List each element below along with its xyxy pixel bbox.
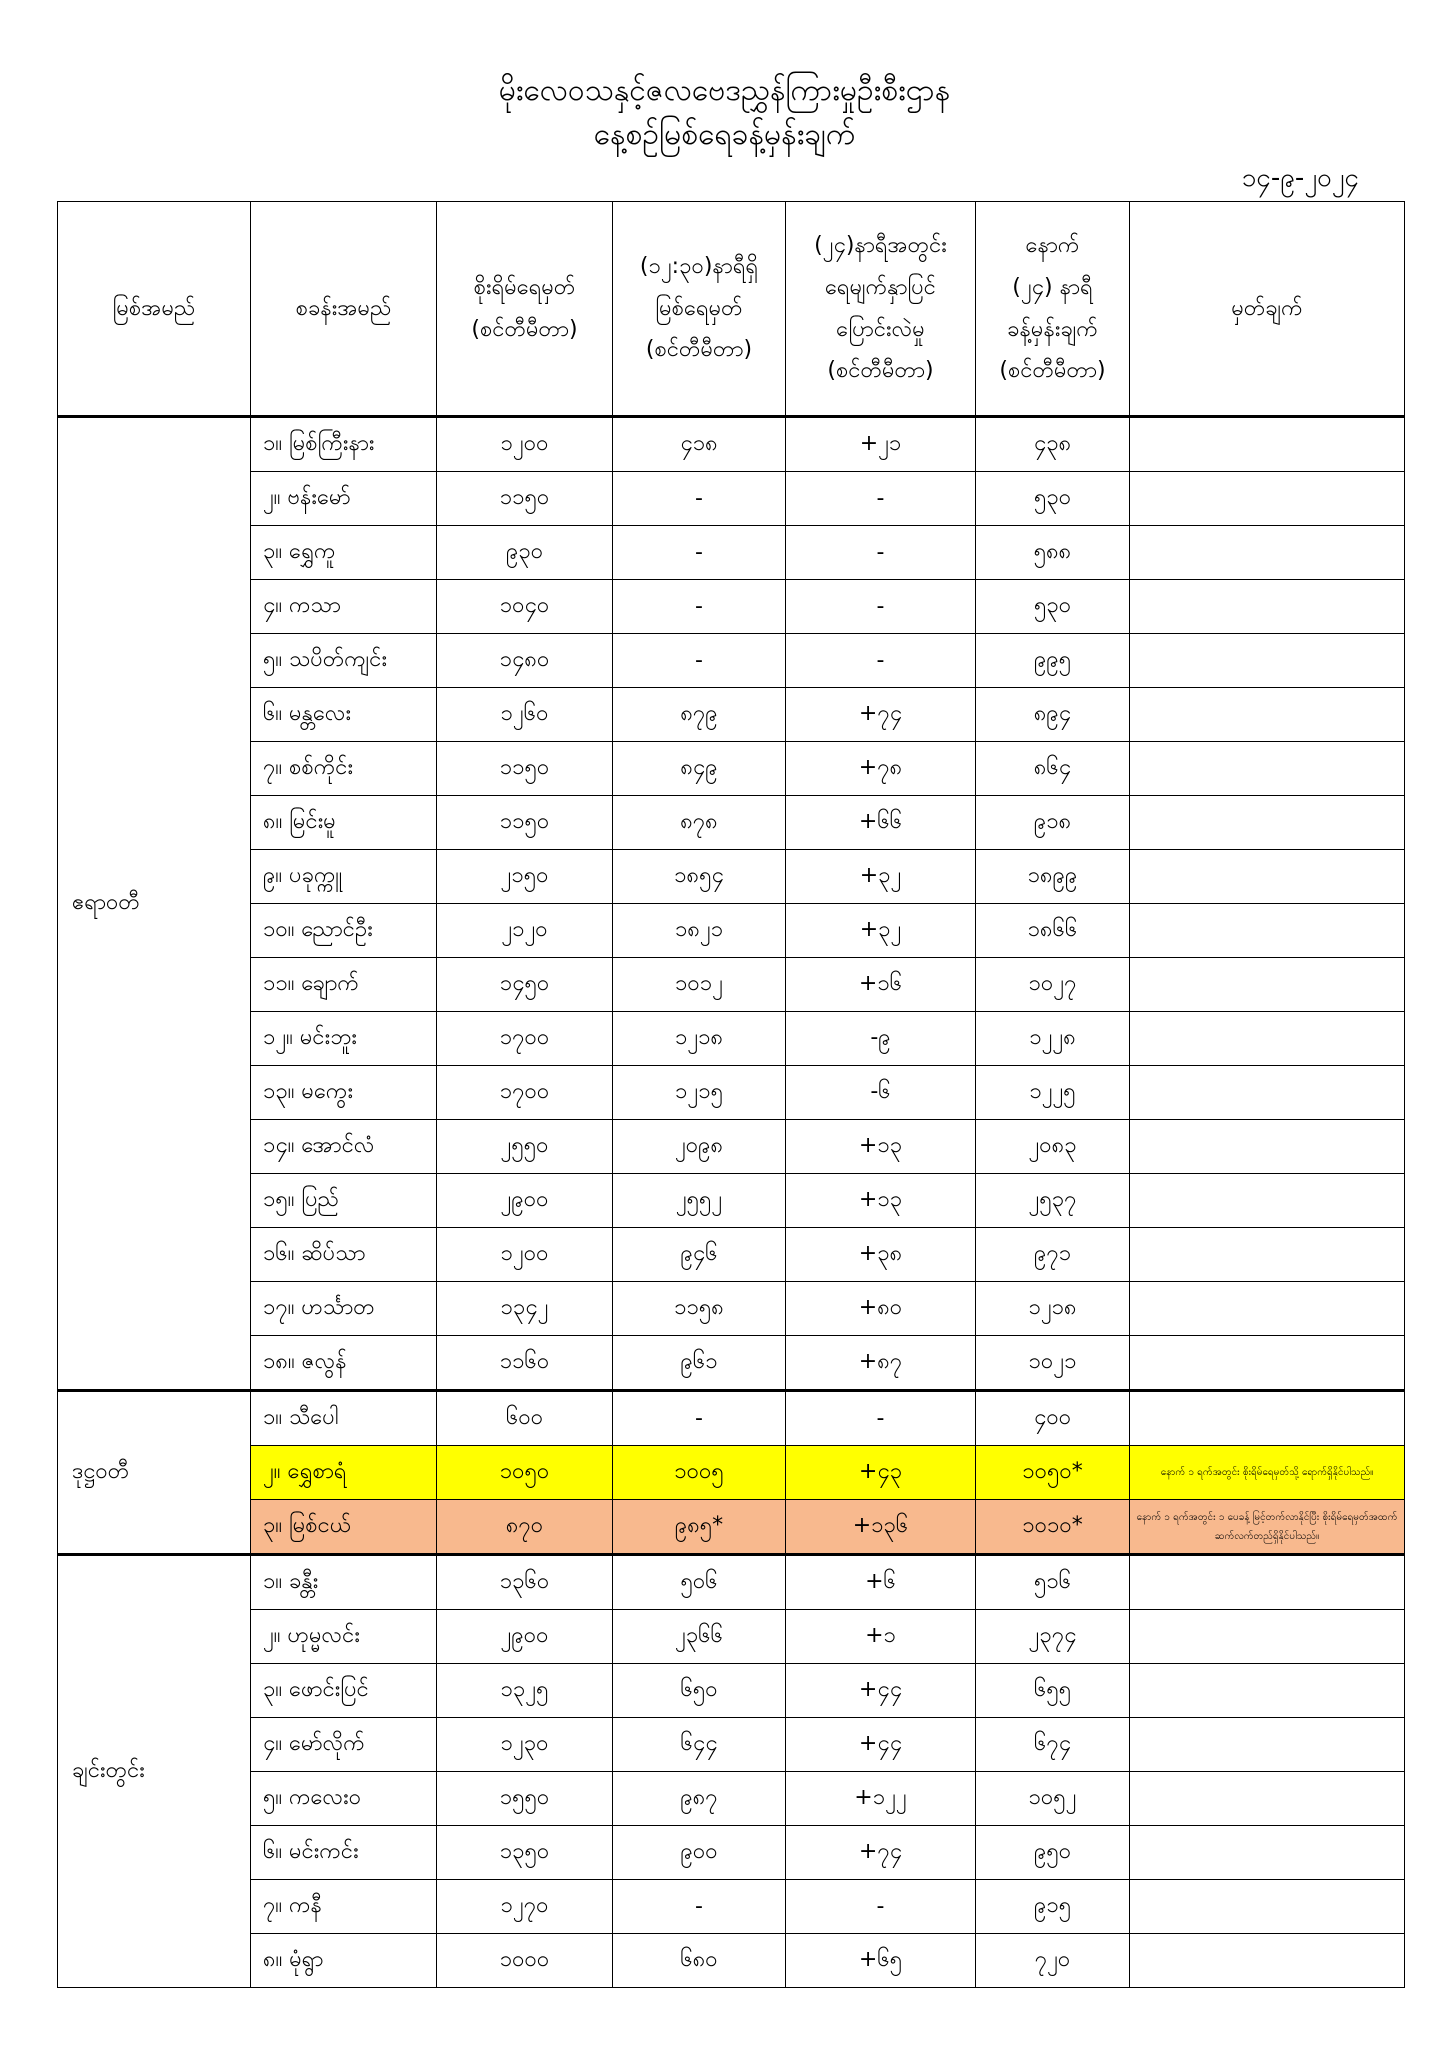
change-24h: +၃၂ (786, 850, 976, 904)
station-name: ၁၈။ ဇလွန် (251, 1336, 437, 1391)
change-24h: +၁၆ (786, 958, 976, 1012)
forecast-level: ၅၃၀ (976, 472, 1130, 526)
current-level: ၁၂၁၅ (613, 1066, 786, 1120)
forecast-level: ၉၁၅ (976, 1880, 1130, 1934)
table-row (58, 958, 1405, 1012)
change-24h: +၇၄ (786, 688, 976, 742)
river-name: ဧရာဝတီ (58, 417, 251, 1391)
current-level: ၁၈၂၁ (613, 904, 786, 958)
station-name: ၁၃။ မကွေး (251, 1066, 437, 1120)
danger-level: ၉၃၀ (437, 526, 613, 580)
current-level: ၆၈၀ (613, 1934, 786, 1988)
remarks (1130, 688, 1405, 742)
change-24h: -၉ (786, 1012, 976, 1066)
danger-level: ၁၃၂၅ (437, 1664, 613, 1718)
station-name: ၁၀။ ညောင်ဦး (251, 904, 437, 958)
table-row (58, 1282, 1405, 1336)
station-name: ၁။ ခန္တီး (251, 1555, 437, 1610)
station-name: ၅။ ကလေးဝ (251, 1772, 437, 1826)
current-level: ၄၁၈ (613, 417, 786, 472)
station-name: ၆။ မန္တလေး (251, 688, 437, 742)
current-level: - (613, 472, 786, 526)
danger-level: ၁၁၅၀ (437, 742, 613, 796)
station-name: ၁၅။ ပြည် (251, 1174, 437, 1228)
station-name: ၁၇။ ဟင်္သာတ (251, 1282, 437, 1336)
forecast-level: ၈၆၄ (976, 742, 1130, 796)
current-level: ၁၈၅၄ (613, 850, 786, 904)
remarks (1130, 472, 1405, 526)
current-level: ၈၄၉ (613, 742, 786, 796)
table-row (58, 850, 1405, 904)
forecast-level: ၄၀၀ (976, 1391, 1130, 1446)
current-level: ၁၂၁၈ (613, 1012, 786, 1066)
remarks (1130, 1826, 1405, 1880)
danger-level: ၁၀၄၀ (437, 580, 613, 634)
forecast-level: ၇၂၀ (976, 1934, 1130, 1988)
forecast-level: ၁၀၂၇ (976, 958, 1130, 1012)
header-remarks: မှတ်ချက် (1130, 202, 1405, 417)
change-24h: +၆၆ (786, 796, 976, 850)
forecast-level: ၆၅၅ (976, 1664, 1130, 1718)
table-row (58, 1336, 1405, 1391)
remarks (1130, 580, 1405, 634)
change-24h: +၃၈ (786, 1228, 976, 1282)
forecast-level: ၁၀၂၁ (976, 1336, 1130, 1391)
station-name: ၇။ ကနီ (251, 1880, 437, 1934)
remarks (1130, 1772, 1405, 1826)
remarks: နောက် ၁ ရက်အတွင်း စိုးရိမ်ရေမှတ်သို့ ရောက်ရှိနိုင်ပါသည်။ (1130, 1446, 1405, 1500)
change-24h: +၄၄ (786, 1718, 976, 1772)
danger-level: ၁၃၄၂ (437, 1282, 613, 1336)
station-name: ၁၄။ အောင်လံ (251, 1120, 437, 1174)
change-24h: +၆ (786, 1555, 976, 1610)
danger-level: ၁၇၀၀ (437, 1066, 613, 1120)
danger-level: ၆၀၀ (437, 1391, 613, 1446)
change-24h: - (786, 580, 976, 634)
forecast-level: ၂၃၇၄ (976, 1610, 1130, 1664)
station-name: ၈။ မြင်းမူ (251, 796, 437, 850)
table-row (58, 904, 1405, 958)
forecast-level: ၄၃၈ (976, 417, 1130, 472)
river-name: ဒုဋ္ဌဝတီ (58, 1391, 251, 1555)
change-24h: +၈၀ (786, 1282, 976, 1336)
danger-level: ၁၂၀၀ (437, 1228, 613, 1282)
change-24h: +၁၂၂ (786, 1772, 976, 1826)
remarks (1130, 526, 1405, 580)
station-name: ၅။ သပိတ်ကျင်း (251, 634, 437, 688)
table-row (58, 634, 1405, 688)
forecast-level: ၁၀၁၀* (976, 1500, 1130, 1555)
table-row (58, 1066, 1405, 1120)
table-row (58, 1880, 1405, 1934)
remarks (1130, 1174, 1405, 1228)
current-level: ၆၄၄ (613, 1718, 786, 1772)
table-row (58, 580, 1405, 634)
forecast-level: ၁၂၂၅ (976, 1066, 1130, 1120)
forecast-level: ၉၅၀ (976, 1826, 1130, 1880)
change-24h: +၇၈ (786, 742, 976, 796)
change-24h: +၇၄ (786, 1826, 976, 1880)
current-level: ၈၇၈ (613, 796, 786, 850)
change-24h: - (786, 472, 976, 526)
table-row (58, 1772, 1405, 1826)
remarks (1130, 417, 1405, 472)
table-row (58, 1391, 1405, 1446)
danger-level: ၁၃၅၀ (437, 1826, 613, 1880)
station-name: ၁။ သီပေါ (251, 1391, 437, 1446)
remarks (1130, 850, 1405, 904)
station-name: ၃။ ရွှေကူ (251, 526, 437, 580)
current-level: ၂၃၆၆ (613, 1610, 786, 1664)
change-24h: +၄၃ (786, 1446, 976, 1500)
table-row (58, 1446, 1405, 1500)
danger-level: ၂၁၂၀ (437, 904, 613, 958)
header-row (58, 202, 1405, 417)
current-level: ၉၄၆ (613, 1228, 786, 1282)
report-title: နေ့စဉ်မြစ်ရေခန့်မှန်းချက် (593, 117, 856, 152)
report-date: ၁၄-၉-၂၀၂၄ (1241, 163, 1359, 193)
station-name: ၁။ မြစ်ကြီးနား (251, 417, 437, 472)
danger-level: ၁၄၈၀ (437, 634, 613, 688)
change-24h: - (786, 634, 976, 688)
change-24h: +၃၂ (786, 904, 976, 958)
danger-level: ၁၂၃၀ (437, 1718, 613, 1772)
station-name: ၇။ စစ်ကိုင်း (251, 742, 437, 796)
danger-level: ၁၂၀၀ (437, 417, 613, 472)
forecast-level: ၅၁၆ (976, 1555, 1130, 1610)
forecast-level: ၂၀၈၃ (976, 1120, 1130, 1174)
forecast-level: ၂၅၃၇ (976, 1174, 1130, 1228)
current-level: - (613, 580, 786, 634)
station-name: ၂။ ရွှေစာရံ (251, 1446, 437, 1500)
current-level: - (613, 634, 786, 688)
change-24h: +၈၇ (786, 1336, 976, 1391)
remarks (1130, 1664, 1405, 1718)
station-name: ၈။ မုံရွာ (251, 1934, 437, 1988)
current-level: - (613, 526, 786, 580)
table-row (58, 1610, 1405, 1664)
current-level: ၉၆၁ (613, 1336, 786, 1391)
change-24h: +၁၃၆ (786, 1500, 976, 1555)
remarks (1130, 1934, 1405, 1988)
remarks (1130, 1718, 1405, 1772)
forecast-level: ၁၈၉၉ (976, 850, 1130, 904)
station-name: ၄။ ကသာ (251, 580, 437, 634)
header-river: မြစ်အမည် (58, 202, 251, 417)
change-24h: +၁၃ (786, 1120, 976, 1174)
remarks (1130, 1012, 1405, 1066)
table-row (58, 1555, 1405, 1610)
forecast-level: ၁၂၁၈ (976, 1282, 1130, 1336)
department-title: မိုးလေဝသနှင့်ဇလဗေဒညွှန်ကြားမှုဦးစီးဌာန (498, 73, 951, 108)
danger-level: ၁၃၆၀ (437, 1555, 613, 1610)
current-level: ၉၈၅* (613, 1500, 786, 1555)
forecast-level: ၅၃၀ (976, 580, 1130, 634)
current-level: ၉၈၇ (613, 1772, 786, 1826)
header-24h-change: (၂၄)နာရီအတွင်း ရေမျက်နှာပြင် ပြောင်းလဲမှု (စင်တီမီတာ) (786, 202, 976, 417)
forecast-level: ၉၇၁ (976, 1228, 1130, 1282)
remarks: နောက် ၁ ရက်အတွင်း ၁ ပေခန့် မြင့်တက်လာနိုင်ပြီး စိုးရိမ်ရေမှတ်အထက် ဆက်လက်တည်ရှိနိုင်ပါသည်။ (1130, 1500, 1405, 1555)
table-row (58, 472, 1405, 526)
current-level: ၆၅၀ (613, 1664, 786, 1718)
table-row (58, 417, 1405, 472)
change-24h: +၄၄ (786, 1664, 976, 1718)
table-row (58, 1120, 1405, 1174)
current-level: ၈၇၉ (613, 688, 786, 742)
remarks (1130, 1066, 1405, 1120)
danger-level: ၁၀၀၀ (437, 1934, 613, 1988)
table-row (58, 1228, 1405, 1282)
header-danger-level: စိုးရိမ်ရေမှတ် (စင်တီမီတာ) (437, 202, 613, 417)
current-level: ၂၅၅၂ (613, 1174, 786, 1228)
table-row (58, 1934, 1405, 1988)
forecast-level: ၉၉၅ (976, 634, 1130, 688)
remarks (1130, 1336, 1405, 1391)
forecast-level: ၅၈၈ (976, 526, 1130, 580)
table-row (58, 742, 1405, 796)
header-forecast: နောက် (၂၄) နာရီ ခန့်မှန်းချက် (စင်တီမီတာ) (976, 202, 1130, 417)
danger-level: ၁၀၅၀ (437, 1446, 613, 1500)
table-row (58, 688, 1405, 742)
remarks (1130, 1880, 1405, 1934)
table-row (58, 1012, 1405, 1066)
danger-level: ၁၁၅၀ (437, 472, 613, 526)
change-24h: - (786, 1391, 976, 1446)
forecast-level: ၁၀၅၂ (976, 1772, 1130, 1826)
change-24h: +၆၅ (786, 1934, 976, 1988)
remarks (1130, 634, 1405, 688)
current-level: ၉၀၀ (613, 1826, 786, 1880)
station-name: ၄။ မော်လိုက် (251, 1718, 437, 1772)
remarks (1130, 958, 1405, 1012)
forecast-level: ၁၈၆၆ (976, 904, 1130, 958)
current-level: ၁၀၁၂ (613, 958, 786, 1012)
danger-level: ၂၉၀၀ (437, 1174, 613, 1228)
change-24h: - (786, 526, 976, 580)
river-forecast-table (57, 201, 1405, 1988)
table-row (58, 1664, 1405, 1718)
station-name: ၃။ မြစ်ငယ် (251, 1500, 437, 1555)
remarks (1130, 904, 1405, 958)
remarks (1130, 1610, 1405, 1664)
change-24h: -၆ (786, 1066, 976, 1120)
station-name: ၂။ ဟုမ္မလင်း (251, 1610, 437, 1664)
current-level: ၁၁၅၈ (613, 1282, 786, 1336)
forecast-level: ၁၀၅၀* (976, 1446, 1130, 1500)
station-name: ၁၁။ ချောက် (251, 958, 437, 1012)
current-level: ၅၀၆ (613, 1555, 786, 1610)
forecast-level: ၁၂၂၈ (976, 1012, 1130, 1066)
danger-level: ၁၇၀၀ (437, 1012, 613, 1066)
danger-level: ၁၅၅၀ (437, 1772, 613, 1826)
forecast-level: ၈၉၄ (976, 688, 1130, 742)
table-row (58, 1718, 1405, 1772)
station-name: ၉။ ပခုက္ကူ (251, 850, 437, 904)
current-level: - (613, 1391, 786, 1446)
change-24h: +၁ (786, 1610, 976, 1664)
table-row (58, 1500, 1405, 1555)
forecast-level: ၆၇၄ (976, 1718, 1130, 1772)
current-level: ၁၀၀၅ (613, 1446, 786, 1500)
danger-level: ၁၁၆၀ (437, 1336, 613, 1391)
remarks (1130, 1120, 1405, 1174)
current-level: ၂၀၉၈ (613, 1120, 786, 1174)
danger-level: ၂၁၅၀ (437, 850, 613, 904)
header-station: စခန်းအမည် (251, 202, 437, 417)
station-name: ၁၂။ မင်းဘူး (251, 1012, 437, 1066)
remarks (1130, 796, 1405, 850)
remarks (1130, 1555, 1405, 1610)
river-name: ချင်းတွင်း (58, 1555, 251, 1988)
table-row (58, 526, 1405, 580)
station-name: ၃။ ဖောင်းပြင် (251, 1664, 437, 1718)
danger-level: ၁၂၆၀ (437, 688, 613, 742)
station-name: ၆။ မင်းကင်း (251, 1826, 437, 1880)
table-row (58, 1826, 1405, 1880)
danger-level: ၁၂၇၀ (437, 1880, 613, 1934)
current-level: - (613, 1880, 786, 1934)
forecast-level: ၉၁၈ (976, 796, 1130, 850)
danger-level: ၈၇၀ (437, 1500, 613, 1555)
danger-level: ၁၁၅၀ (437, 796, 613, 850)
change-24h: +၂၁ (786, 417, 976, 472)
change-24h: - (786, 1880, 976, 1934)
station-name: ၁၆။ ဆိပ်သာ (251, 1228, 437, 1282)
station-name: ၂။ ဗန်းမော် (251, 472, 437, 526)
danger-level: ၂၉၀၀ (437, 1610, 613, 1664)
table-row (58, 1174, 1405, 1228)
remarks (1130, 742, 1405, 796)
change-24h: +၁၃ (786, 1174, 976, 1228)
table-row (58, 796, 1405, 850)
danger-level: ၂၅၅၀ (437, 1120, 613, 1174)
remarks (1130, 1391, 1405, 1446)
danger-level: ၁၄၅၀ (437, 958, 613, 1012)
remarks (1130, 1282, 1405, 1336)
header-current-level: (၁၂:၃၀)နာရီရှိ မြစ်ရေမှတ် (စင်တီမီတာ) (613, 202, 786, 417)
remarks (1130, 1228, 1405, 1282)
